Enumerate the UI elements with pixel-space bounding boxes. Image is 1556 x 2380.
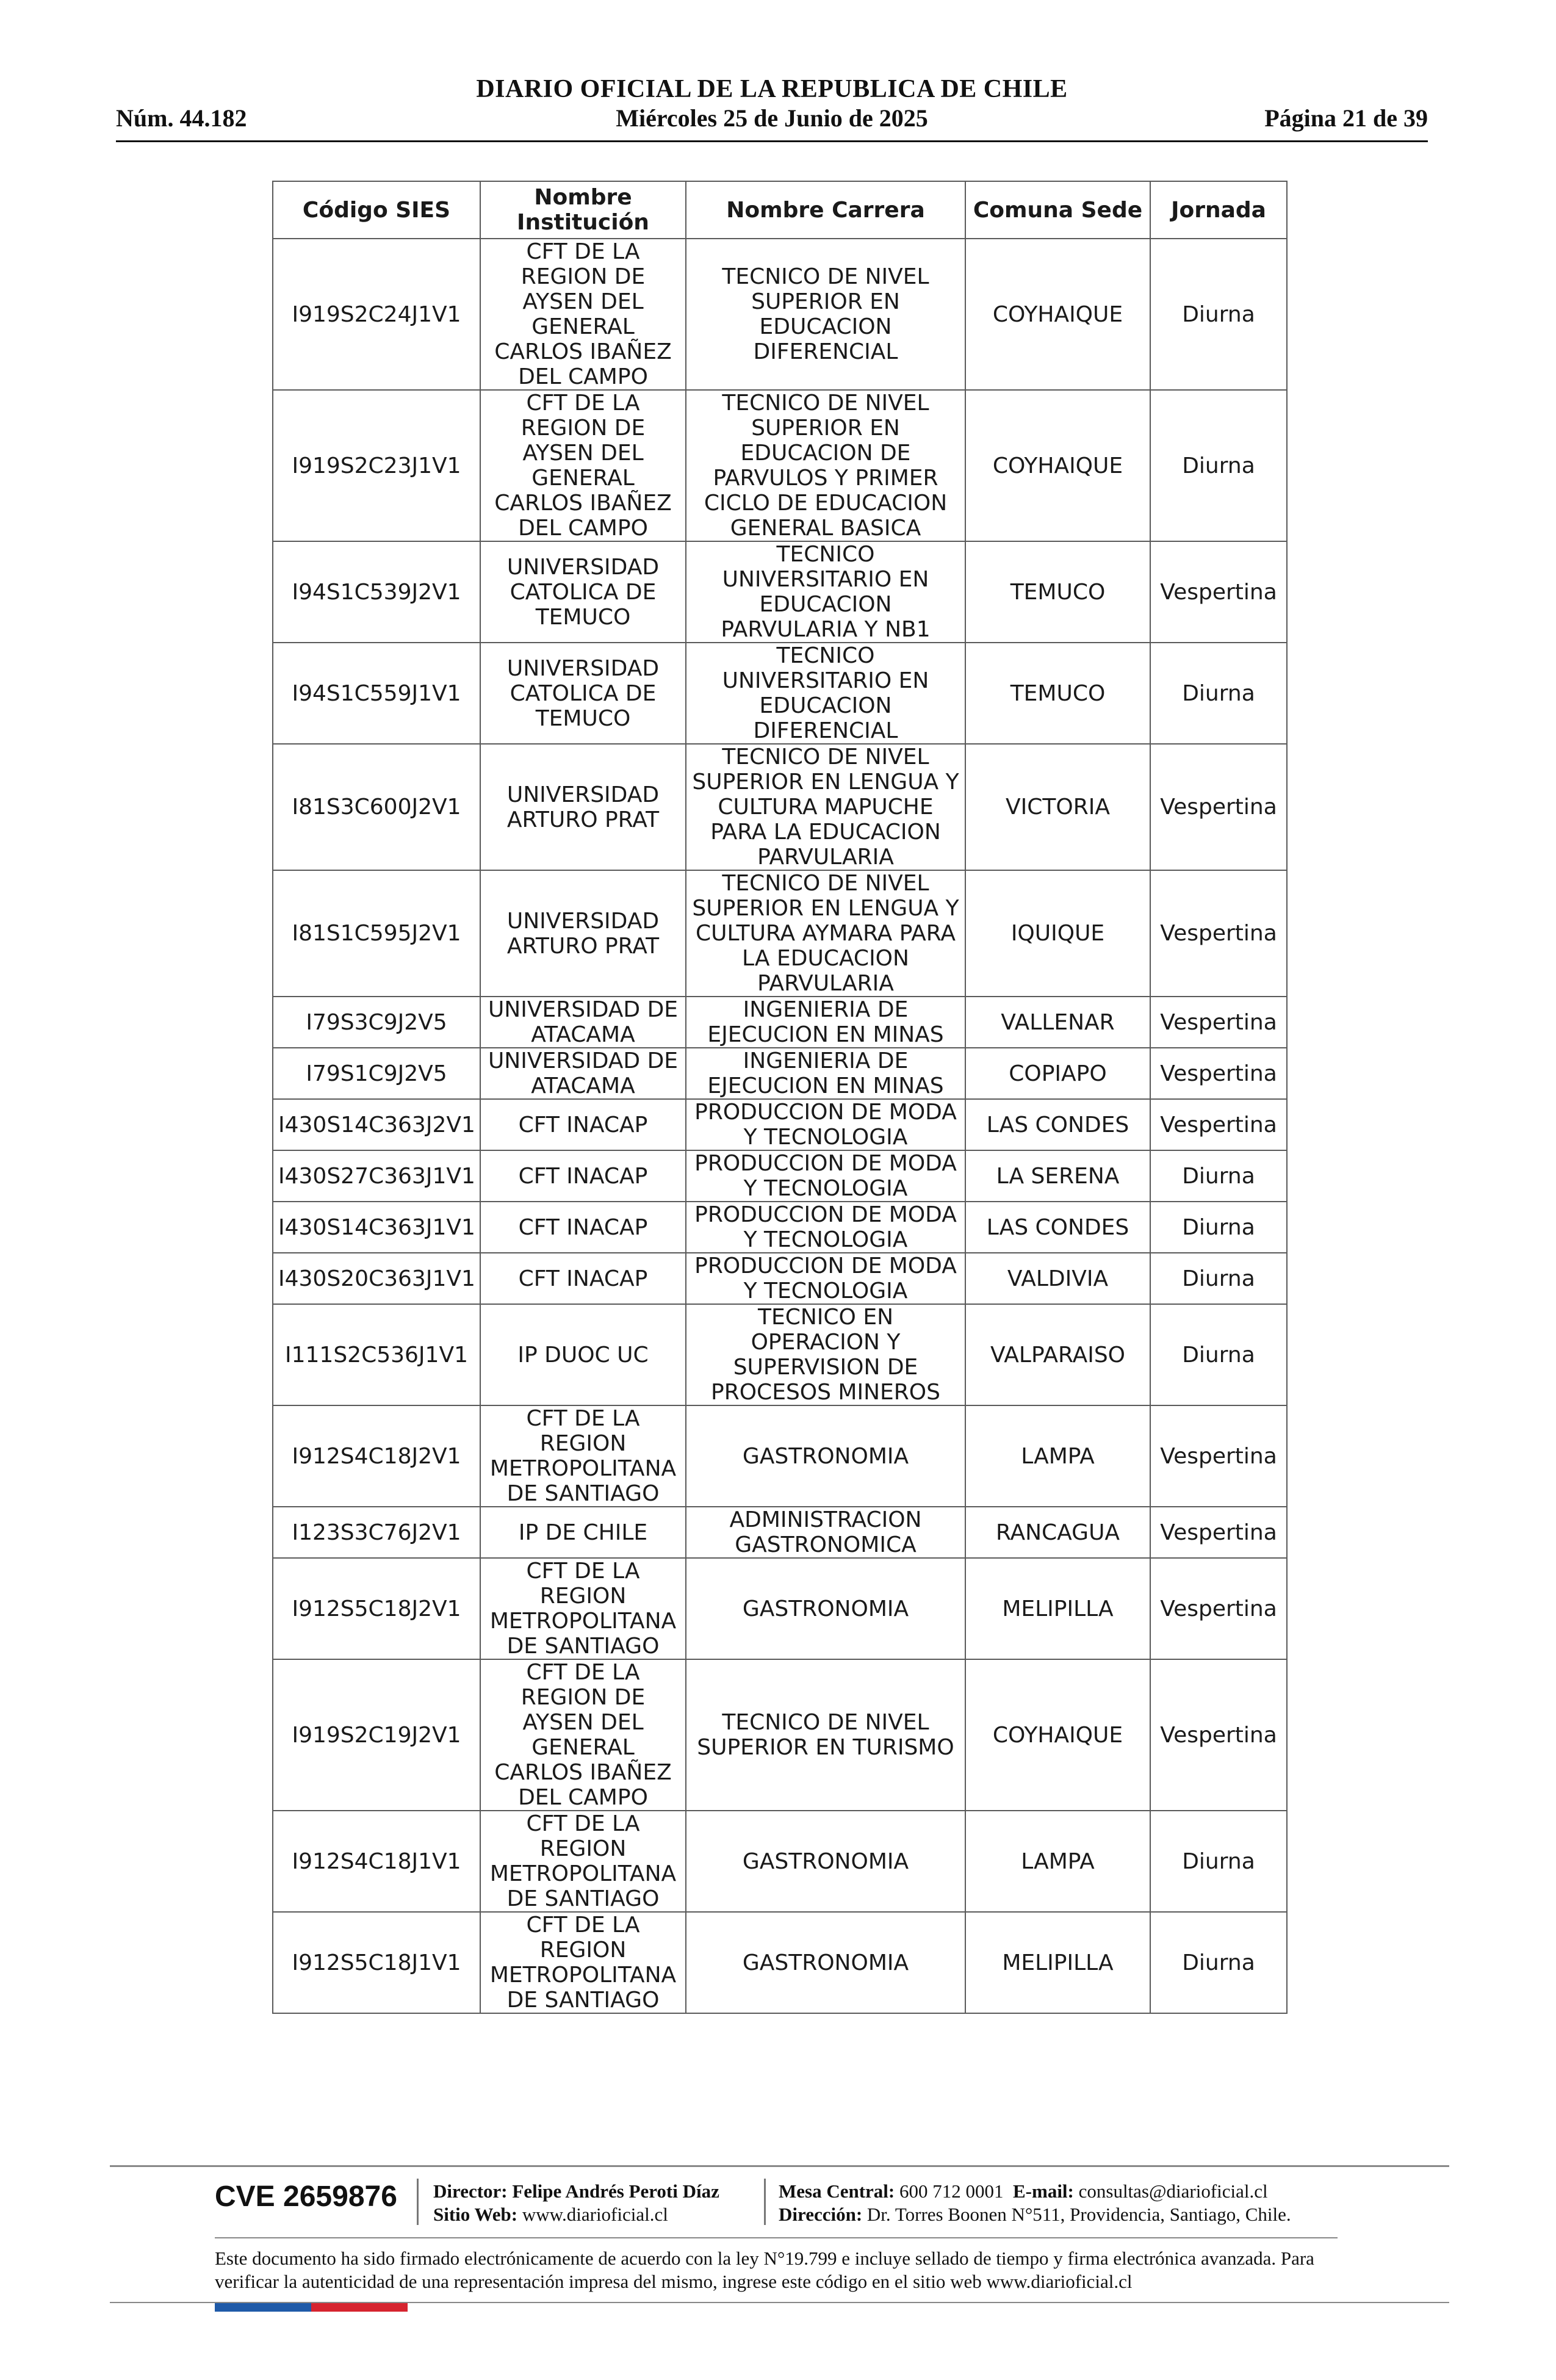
footer-separator — [764, 2179, 766, 2225]
cell-codigo-sies: I81S1C595J2V1 — [273, 870, 480, 997]
cell-institucion: CFT INACAP — [480, 1150, 686, 1202]
address-text: Dr. Torres Boonen N°511, Providencia, Santiago, Chile. — [866, 2204, 1291, 2225]
cell-codigo-sies: I912S4C18J2V1 — [273, 1405, 480, 1507]
table-row — [273, 1304, 1287, 1405]
cell-jornada: Diurna — [1150, 390, 1287, 541]
table-row — [273, 1202, 1287, 1253]
footer-divider-top — [110, 2165, 1449, 2167]
cell-carrera: TECNICO UNIVERSITARIO EN EDUCACION DIFERENCIAL — [686, 643, 965, 744]
cell-institucion: UNIVERSIDAD CATOLICA DE TEMUCO — [480, 541, 686, 643]
flag-bar-red — [311, 2303, 408, 2312]
cell-institucion: CFT INACAP — [480, 1099, 686, 1150]
cell-carrera: PRODUCCION DE MODA Y TECNOLOGIA — [686, 1099, 965, 1150]
cell-carrera: TECNICO UNIVERSITARIO EN EDUCACION PARVULARIA Y NB1 — [686, 541, 965, 643]
cell-institucion: UNIVERSIDAD DE ATACAMA — [480, 997, 686, 1048]
cell-codigo-sies: I912S5C18J2V1 — [273, 1558, 480, 1659]
cell-codigo-sies: I912S5C18J1V1 — [273, 1912, 480, 2013]
cell-codigo-sies: I94S1C559J1V1 — [273, 643, 480, 744]
cell-carrera: TECNICO DE NIVEL SUPERIOR EN EDUCACION DE PARVULOS Y PRIMER CICLO DE EDUCACION GENERAL BASICA — [686, 390, 965, 541]
mesa-label: Mesa Central: — [779, 2180, 895, 2202]
cell-carrera: PRODUCCION DE MODA Y TECNOLOGIA — [686, 1150, 965, 1202]
cell-institucion: IP DE CHILE — [480, 1507, 686, 1558]
mesa-phone: 600 712 0001 — [899, 2180, 1004, 2202]
cell-comuna: LAMPA — [965, 1811, 1150, 1912]
cell-comuna: COYHAIQUE — [965, 1659, 1150, 1811]
cell-comuna: MELIPILLA — [965, 1558, 1150, 1659]
cell-jornada: Vespertina — [1150, 541, 1287, 643]
cell-carrera: GASTRONOMIA — [686, 1811, 965, 1912]
cell-institucion: IP DUOC UC — [480, 1304, 686, 1405]
table-row — [273, 1507, 1287, 1558]
table-row — [273, 643, 1287, 744]
cell-jornada: Diurna — [1150, 1304, 1287, 1405]
cell-carrera: TECNICO DE NIVEL SUPERIOR EN LENGUA Y CULTURA AYMARA PARA LA EDUCACION PARVULARIA — [686, 870, 965, 997]
cell-institucion: CFT DE LA REGION METROPOLITANA DE SANTIAGO — [480, 1405, 686, 1507]
cell-carrera: GASTRONOMIA — [686, 1558, 965, 1659]
cell-carrera: TECNICO DE NIVEL SUPERIOR EN EDUCACION DIFERENCIAL — [686, 239, 965, 390]
cell-jornada: Vespertina — [1150, 870, 1287, 997]
cell-carrera: TECNICO DE NIVEL SUPERIOR EN TURISMO — [686, 1659, 965, 1811]
cell-comuna: VALPARAISO — [965, 1304, 1150, 1405]
cell-institucion: UNIVERSIDAD ARTURO PRAT — [480, 870, 686, 997]
cell-carrera: ADMINISTRACION GASTRONOMICA — [686, 1507, 965, 1558]
table-row — [273, 1558, 1287, 1659]
cell-codigo-sies: I430S14C363J1V1 — [273, 1202, 480, 1253]
cell-carrera: GASTRONOMIA — [686, 1912, 965, 2013]
cell-codigo-sies: I79S3C9J2V5 — [273, 997, 480, 1048]
careers-table — [272, 181, 1288, 2014]
cell-comuna: LAS CONDES — [965, 1202, 1150, 1253]
page-number: Página 21 de 39 — [1264, 104, 1428, 132]
header-divider — [116, 140, 1428, 142]
cell-comuna: VALLENAR — [965, 997, 1150, 1048]
cell-comuna: LA SERENA — [965, 1150, 1150, 1202]
cell-jornada: Diurna — [1150, 1253, 1287, 1304]
cell-carrera: INGENIERIA DE EJECUCION EN MINAS — [686, 997, 965, 1048]
issue-date: Miércoles 25 de Junio de 2025 — [616, 104, 928, 132]
cell-codigo-sies: I430S27C363J1V1 — [273, 1150, 480, 1202]
cell-institucion: CFT DE LA REGION METROPOLITANA DE SANTIAGO — [480, 1912, 686, 2013]
cell-comuna: MELIPILLA — [965, 1912, 1150, 2013]
table-row — [273, 1099, 1287, 1150]
issue-number: Núm. 44.182 — [116, 104, 247, 132]
cell-jornada: Vespertina — [1150, 1558, 1287, 1659]
cell-jornada: Diurna — [1150, 1811, 1287, 1912]
cell-institucion: CFT DE LA REGION DE AYSEN DEL GENERAL CARLOS IBAÑEZ DEL CAMPO — [480, 390, 686, 541]
cve-code: CVE 2659876 — [215, 2180, 397, 2213]
table-row — [273, 744, 1287, 870]
cell-jornada: Diurna — [1150, 1912, 1287, 2013]
cell-comuna: VICTORIA — [965, 744, 1150, 870]
table-row — [273, 239, 1287, 390]
cell-jornada: Vespertina — [1150, 1405, 1287, 1507]
table-row — [273, 1811, 1287, 1912]
cell-comuna: TEMUCO — [965, 541, 1150, 643]
cell-codigo-sies: I430S20C363J1V1 — [273, 1253, 480, 1304]
footer-divider-middle — [215, 2237, 1338, 2238]
page-header — [116, 73, 1428, 148]
footer-director-block — [433, 2180, 719, 2226]
col-header-comuna: Comuna Sede — [965, 181, 1150, 239]
cell-codigo-sies: I94S1C539J2V1 — [273, 541, 480, 643]
col-header-carrera: Nombre Carrera — [686, 181, 965, 239]
cell-carrera: TECNICO DE NIVEL SUPERIOR EN LENGUA Y CULTURA MAPUCHE PARA LA EDUCACION PARVULARIA — [686, 744, 965, 870]
table-row — [273, 1912, 1287, 2013]
signature-notice: Este documento ha sido firmado electrónicamente de acuerdo con la ley N°19.799 e incluye sellado de tiempo y firma electrónica avanzada. Para verificar la autenticidad de una representación impresa del mismo, ingrese este código en el sitio web www.diarioficial.cl — [215, 2248, 1314, 2292]
cell-codigo-sies: I430S14C363J2V1 — [273, 1099, 480, 1150]
newspaper-title: DIARIO OFICIAL DE LA REPUBLICA DE CHILE — [476, 75, 1068, 103]
cell-comuna: IQUIQUE — [965, 870, 1150, 997]
cell-comuna: COYHAIQUE — [965, 239, 1150, 390]
table-row — [273, 870, 1287, 997]
cell-jornada: Vespertina — [1150, 1048, 1287, 1099]
table-row — [273, 1150, 1287, 1202]
address-label: Dirección: — [779, 2204, 863, 2225]
cell-jornada: Vespertina — [1150, 997, 1287, 1048]
cell-jornada: Vespertina — [1150, 1099, 1287, 1150]
table-row — [273, 390, 1287, 541]
cell-codigo-sies: I919S2C24J1V1 — [273, 239, 480, 390]
cell-carrera: PRODUCCION DE MODA Y TECNOLOGIA — [686, 1202, 965, 1253]
table-row — [273, 997, 1287, 1048]
cell-codigo-sies: I123S3C76J2V1 — [273, 1507, 480, 1558]
cell-codigo-sies: I81S3C600J2V1 — [273, 744, 480, 870]
cell-institucion: UNIVERSIDAD CATOLICA DE TEMUCO — [480, 643, 686, 744]
cell-carrera: GASTRONOMIA — [686, 1405, 965, 1507]
cell-codigo-sies: I919S2C23J1V1 — [273, 390, 480, 541]
cell-comuna: TEMUCO — [965, 643, 1150, 744]
cell-codigo-sies: I912S4C18J1V1 — [273, 1811, 480, 1912]
col-header-institucion: Nombre Institución — [480, 181, 686, 239]
cell-codigo-sies: I111S2C536J1V1 — [273, 1304, 480, 1405]
cell-comuna: LAMPA — [965, 1405, 1150, 1507]
cell-comuna: RANCAGUA — [965, 1507, 1150, 1558]
cell-codigo-sies: I919S2C19J2V1 — [273, 1659, 480, 1811]
cell-jornada: Diurna — [1150, 1150, 1287, 1202]
cell-carrera: TECNICO EN OPERACION Y SUPERVISION DE PROCESOS MINEROS — [686, 1304, 965, 1405]
table-row — [273, 541, 1287, 643]
cell-carrera: PRODUCCION DE MODA Y TECNOLOGIA — [686, 1253, 965, 1304]
cell-institucion: CFT DE LA REGION METROPOLITANA DE SANTIAGO — [480, 1811, 686, 1912]
col-header-codigo: Código SIES — [273, 181, 480, 239]
cell-comuna: LAS CONDES — [965, 1099, 1150, 1150]
table-row — [273, 1253, 1287, 1304]
cell-jornada: Vespertina — [1150, 1659, 1287, 1811]
table-row — [273, 1405, 1287, 1507]
footer-separator — [417, 2179, 419, 2225]
cell-institucion: CFT DE LA REGION DE AYSEN DEL GENERAL CARLOS IBAÑEZ DEL CAMPO — [480, 1659, 686, 1811]
col-header-jornada: Jornada — [1150, 181, 1287, 239]
email-label: E-mail: — [1013, 2180, 1074, 2202]
table-row — [273, 1659, 1287, 1811]
cell-institucion: CFT INACAP — [480, 1253, 686, 1304]
cell-institucion: CFT DE LA REGION METROPOLITANA DE SANTIAGO — [480, 1558, 686, 1659]
cell-jornada: Vespertina — [1150, 744, 1287, 870]
cell-carrera: INGENIERIA DE EJECUCION EN MINAS — [686, 1048, 965, 1099]
cell-institucion: UNIVERSIDAD DE ATACAMA — [480, 1048, 686, 1099]
cell-jornada: Diurna — [1150, 1202, 1287, 1253]
footer-contact-block — [779, 2180, 1291, 2226]
cell-institucion: CFT INACAP — [480, 1202, 686, 1253]
cell-jornada: Diurna — [1150, 643, 1287, 744]
cell-comuna: COYHAIQUE — [965, 390, 1150, 541]
cell-comuna: COPIAPO — [965, 1048, 1150, 1099]
cell-jornada: Vespertina — [1150, 1507, 1287, 1558]
director-name: Felipe Andrés Peroti Díaz — [512, 2180, 719, 2202]
table-header-row — [273, 181, 1287, 239]
cell-institucion: CFT DE LA REGION DE AYSEN DEL GENERAL CARLOS IBAÑEZ DEL CAMPO — [480, 239, 686, 390]
email-link[interactable]: consultas@diarioficial.cl — [1078, 2180, 1268, 2202]
cell-codigo-sies: I79S1C9J2V5 — [273, 1048, 480, 1099]
table-row — [273, 1048, 1287, 1099]
flag-bar-blue — [215, 2303, 311, 2312]
web-link[interactable]: www.diarioficial.cl — [522, 2204, 668, 2225]
web-label: Sitio Web: — [433, 2204, 518, 2225]
director-label: Director: — [433, 2180, 508, 2202]
table-body — [273, 239, 1287, 2013]
cell-jornada: Diurna — [1150, 239, 1287, 390]
cell-comuna: VALDIVIA — [965, 1253, 1150, 1304]
cell-institucion: UNIVERSIDAD ARTURO PRAT — [480, 744, 686, 870]
